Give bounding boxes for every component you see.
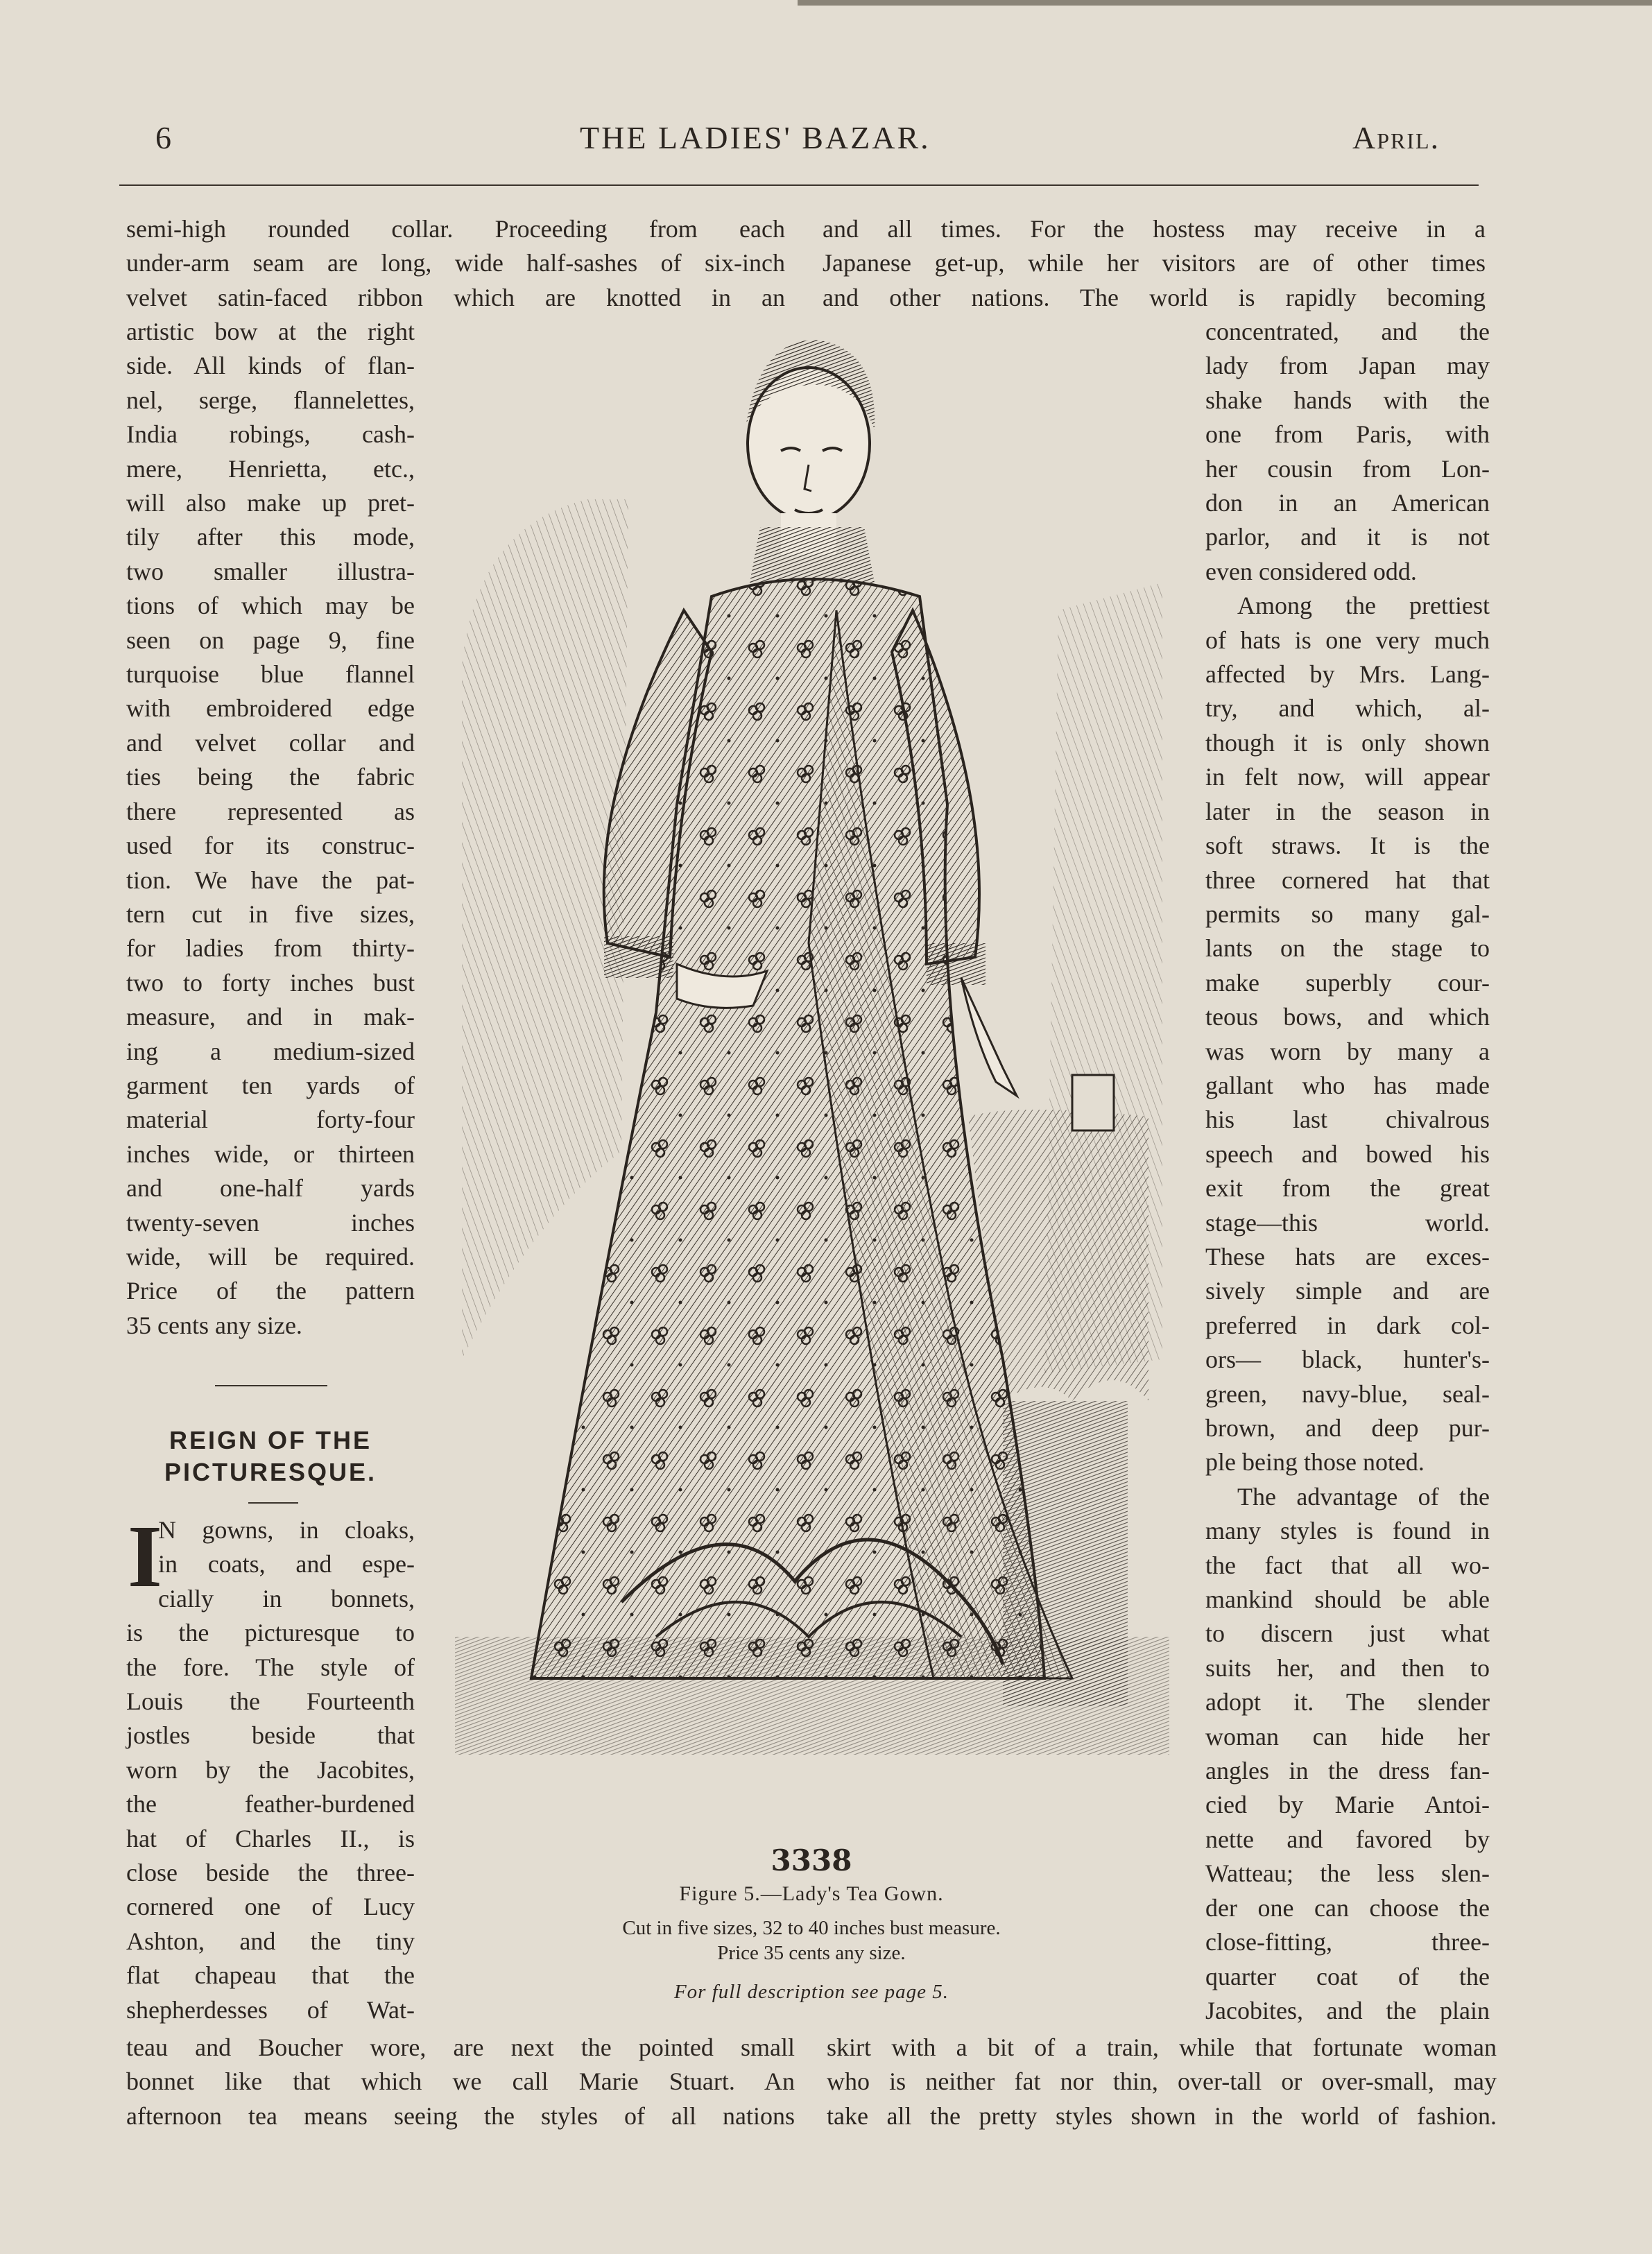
text-line: affected by Mrs. Lang- xyxy=(1205,660,1490,689)
figure-price: Price 35 cents any size. xyxy=(717,1942,906,1964)
text-line: with embroidered edge xyxy=(126,694,415,723)
text-line: teau and Boucher wore, are next the pointed small xyxy=(126,2033,795,2061)
text-line: the fact that all wo- xyxy=(1205,1551,1490,1579)
text-line: Ashton, and the tiny xyxy=(126,1927,415,1955)
text-line: in coats, and espe- xyxy=(158,1550,415,1578)
text-line: to discern just what xyxy=(1205,1619,1490,1648)
text-line: quarter coat of the xyxy=(1205,1962,1490,1990)
figure-sizes: Cut in five sizes, 32 to 40 inches bust measure. xyxy=(622,1917,1001,1939)
section-divider xyxy=(215,1385,327,1386)
text-line: take all the pretty styles shown in the world of fashion. xyxy=(827,2101,1497,2130)
text-line: artistic bow at the right xyxy=(126,318,415,345)
text-line: even considered odd. xyxy=(1205,557,1417,585)
text-line: permits so many gal- xyxy=(1205,900,1490,928)
section-body-text xyxy=(126,1507,415,2027)
text-line: semi-high rounded collar. Proceeding from each xyxy=(126,215,785,243)
text-line: under-arm seam are long, wide half-sashes of six-inch xyxy=(126,249,785,277)
text-line: bonnet like that which we call Marie Stuart. An xyxy=(126,2067,795,2096)
figure-reference: For full description see page 5. xyxy=(673,1981,949,2003)
text-line: afternoon tea means seeing the styles of all nations xyxy=(126,2101,795,2130)
text-line: and velvet collar and xyxy=(126,728,415,757)
text-line: stage—this world. xyxy=(1205,1208,1490,1237)
text-line: worn by the Jacobites, xyxy=(126,1755,415,1784)
tea-gown-illustration xyxy=(448,319,1176,1845)
text-line: one from Paris, with xyxy=(1205,420,1490,449)
text-line: tily after this mode, xyxy=(126,523,415,551)
text-line: tion. We have the pat- xyxy=(126,866,415,894)
text-line: jostles beside that xyxy=(126,1721,415,1750)
text-line: seen on page 9, fine xyxy=(126,626,415,654)
text-line: who is neither fat nor thin, over-tall or over-small, may xyxy=(827,2067,1497,2096)
text-line: ties being the fabric xyxy=(126,763,415,791)
text-line: cied by Marie Antoi- xyxy=(1205,1791,1490,1819)
text-line: woman can hide her xyxy=(1205,1722,1490,1750)
text-line: parlor, and it is not xyxy=(1205,523,1490,551)
text-line: ple being those noted. xyxy=(1205,1448,1425,1477)
text-line: measure, and in mak- xyxy=(126,1003,415,1031)
text-line: gallant who has made xyxy=(1205,1071,1490,1099)
pattern-number: 3338 xyxy=(771,1843,852,1877)
text-line: is the picturesque to xyxy=(126,1619,415,1647)
engraving-svg xyxy=(448,319,1176,1845)
text-line: green, navy-blue, seal- xyxy=(1205,1379,1490,1408)
section-heading-line: PICTURESQUE. xyxy=(164,1458,377,1486)
bottom-right-text xyxy=(827,2031,1497,2133)
figure-caption: Figure 5.—Lady's Tea Gown. xyxy=(679,1882,944,1905)
text-line: twenty-seven inches xyxy=(126,1208,415,1237)
text-line: material forty-four xyxy=(126,1106,415,1134)
text-line: turquoise blue flannel xyxy=(126,660,415,689)
text-line: exit from the great xyxy=(1205,1174,1490,1203)
text-line: teous bows, and which xyxy=(1205,1003,1490,1031)
text-line: mere, Henrietta, etc., xyxy=(126,454,415,483)
text-line: nette and favored by xyxy=(1205,1825,1490,1853)
issue-month: April. xyxy=(1352,120,1440,155)
text-line: lady from Japan may xyxy=(1205,352,1490,380)
text-line: suits her, and then to xyxy=(1205,1653,1490,1682)
text-line: shake hands with the xyxy=(1205,386,1490,414)
text-line: ors— black, hunter's- xyxy=(1205,1345,1490,1374)
text-line: try, and which, al- xyxy=(1205,694,1490,723)
text-line: two smaller illustra- xyxy=(126,557,415,585)
text-line: for ladies from thirty- xyxy=(126,934,415,963)
text-line: concentrated, and the xyxy=(1205,318,1490,345)
text-line: in felt now, will appear xyxy=(1205,763,1490,791)
text-line: ing a medium-sized xyxy=(126,1037,415,1065)
right-column-text xyxy=(1205,315,1490,2028)
text-line: side. All kinds of flan- xyxy=(126,352,415,380)
text-line: flat chapeau that the xyxy=(126,1961,415,1990)
text-line: though it is only shown xyxy=(1205,728,1490,757)
text-line: cially in bonnets, xyxy=(158,1584,415,1612)
text-line: brown, and deep pur- xyxy=(1205,1414,1490,1442)
running-title: THE LADIES' BAZAR. xyxy=(580,120,931,155)
page-edge xyxy=(798,0,1652,6)
text-line: there represented as xyxy=(126,797,415,825)
text-line: don in an American xyxy=(1205,489,1490,517)
text-line: her cousin from Lon- xyxy=(1205,454,1490,483)
heading-underline xyxy=(248,1502,298,1504)
text-line: the feather-burdened xyxy=(126,1790,415,1818)
text-line: der one can choose the xyxy=(1205,1893,1490,1922)
text-line: make superbly cour- xyxy=(1205,968,1490,997)
top-right-text xyxy=(823,212,1486,315)
text-line: garment ten yards of xyxy=(126,1071,415,1099)
text-line: used for its construc- xyxy=(126,832,415,860)
text-line: three cornered hat that xyxy=(1205,866,1490,894)
text-line: sively simple and are xyxy=(1205,1277,1490,1305)
text-line: The advantage of the xyxy=(1237,1482,1490,1511)
section-heading xyxy=(126,1425,415,1488)
drop-cap: I xyxy=(128,1507,162,1606)
bottom-left-text xyxy=(126,2031,795,2133)
top-left-text xyxy=(126,212,785,315)
text-line: many styles is found in xyxy=(1205,1517,1490,1545)
text-line: Louis the Fourteenth xyxy=(126,1687,415,1716)
text-line: skirt with a bit of a train, while that fortunate woman xyxy=(827,2033,1497,2061)
text-line: inches wide, or thirteen xyxy=(126,1139,415,1168)
text-line: adopt it. The slender xyxy=(1205,1688,1490,1717)
text-line: nel, serge, flannelettes, xyxy=(126,386,415,414)
text-line: shepherdesses of Wat- xyxy=(126,1995,415,2024)
text-line: the fore. The style of xyxy=(126,1653,415,1681)
text-line: close-fitting, three- xyxy=(1205,1928,1490,1956)
text-line: was worn by many a xyxy=(1205,1037,1490,1065)
left-column-text xyxy=(126,315,415,1343)
text-line: Watteau; the less slen- xyxy=(1205,1859,1490,1888)
text-line: Japanese get-up, while her visitors are of other times xyxy=(823,249,1486,277)
text-line: later in the season in xyxy=(1205,797,1490,825)
page-number: 6 xyxy=(155,120,173,155)
text-line: velvet satin-faced ribbon which are knotted in an xyxy=(126,283,785,311)
text-line: his last chivalrous xyxy=(1205,1106,1490,1134)
text-line: angles in the dress fan- xyxy=(1205,1757,1490,1785)
text-line: and other nations. The world is rapidly becoming xyxy=(823,283,1486,311)
text-line: Price of the pattern xyxy=(126,1277,415,1305)
text-line: close beside the three- xyxy=(126,1859,415,1887)
text-line: will also make up pret- xyxy=(126,489,415,517)
text-line: soft straws. It is the xyxy=(1205,832,1490,860)
text-line: Among the prettiest xyxy=(1237,592,1490,620)
text-line: and one-half yards xyxy=(126,1174,415,1203)
text-line: These hats are exces- xyxy=(1205,1242,1490,1271)
text-line: of hats is one very much xyxy=(1205,626,1490,654)
text-line: N gowns, in cloaks, xyxy=(158,1516,415,1544)
text-line: lants on the stage to xyxy=(1205,934,1490,963)
text-line: and all times. For the hostess may receive in a xyxy=(823,215,1486,243)
text-line: two to forty inches bust xyxy=(126,968,415,997)
text-line: India robings, cash- xyxy=(126,420,415,449)
text-line: cornered one of Lucy xyxy=(126,1893,415,1921)
text-line: speech and bowed his xyxy=(1205,1139,1490,1168)
text-line: hat of Charles II., is xyxy=(126,1824,415,1852)
text-line: 35 cents any size. xyxy=(126,1311,302,1339)
text-line: tions of which may be xyxy=(126,592,415,620)
text-line: tern cut in five sizes, xyxy=(126,900,415,928)
section-heading-line: REIGN OF THE xyxy=(169,1426,372,1454)
header-rule xyxy=(119,184,1479,186)
text-line: wide, will be required. xyxy=(126,1242,415,1271)
text-line: mankind should be able xyxy=(1205,1585,1490,1614)
text-line: preferred in dark col- xyxy=(1205,1311,1490,1339)
text-line: Jacobites, and the plain xyxy=(1205,1996,1490,2024)
